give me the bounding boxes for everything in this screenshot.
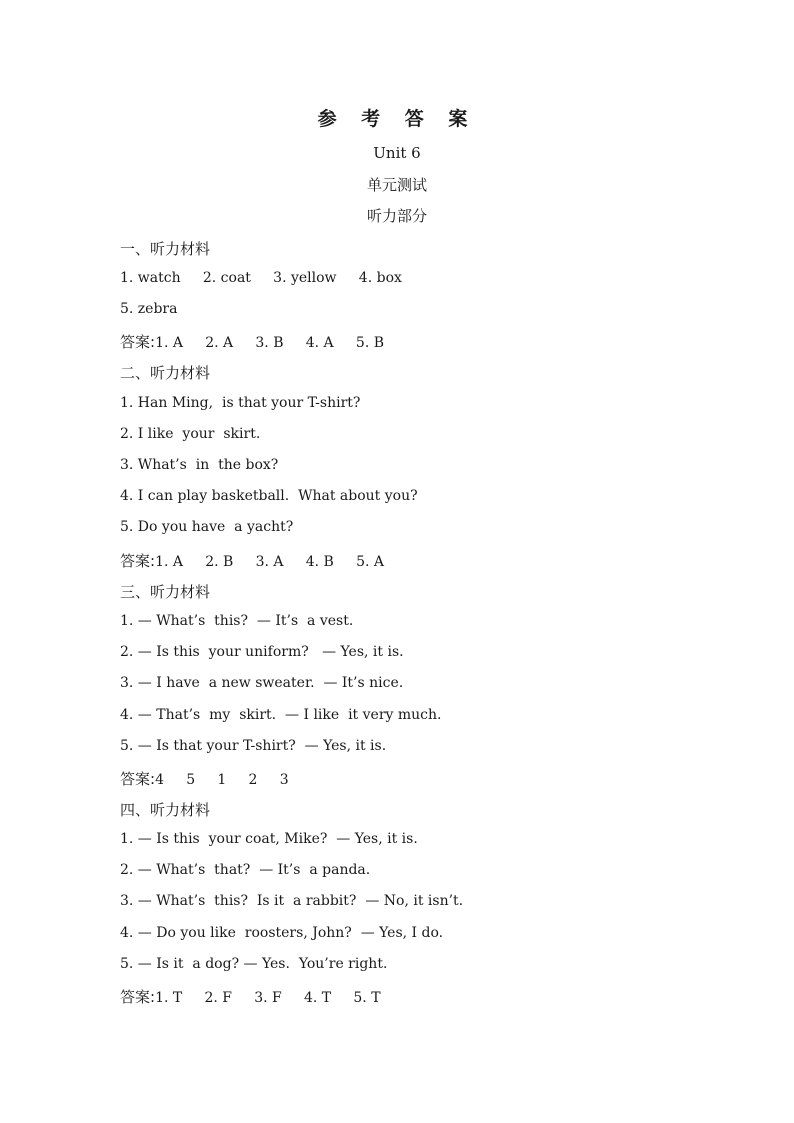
part-name: 听力部分 xyxy=(366,207,427,225)
answer-values: 1. A 2. B 3. A 4. B 5. A xyxy=(155,554,385,570)
page-title: 参 考 答 案 xyxy=(317,108,477,130)
section-3-line-2: 2. — Is this your uniform? — Yes, it is. xyxy=(120,644,404,660)
section-4-line-5: 5. — Is it a dog? — Yes. You’re right. xyxy=(120,956,388,972)
section-3-line-1: 1. — What’s this? — It’s a vest. xyxy=(120,613,354,629)
section-3-answer xyxy=(120,768,289,789)
answer-values: 4 5 1 2 3 xyxy=(155,772,289,788)
section-3-line-5: 5. — Is that your T-shirt? — Yes, it is. xyxy=(120,738,387,754)
section-4-line-2: 2. — What’s that? — It’s a panda. xyxy=(120,862,371,878)
section-1-answer xyxy=(120,331,384,352)
section-2-line-1: 1. Han Ming, is that your T-shirt? xyxy=(120,395,361,411)
section-4-line-4: 4. — Do you like roosters, John? — Yes, I do. xyxy=(120,925,444,941)
section-4-answer xyxy=(120,986,381,1007)
section-2-heading: 二、听力材料 xyxy=(120,364,211,382)
section-1-line-1: 1. watch 2. coat 3. yellow 4. box xyxy=(120,270,402,286)
answer-label: 答案: xyxy=(120,988,156,1006)
section-2-answer xyxy=(120,550,384,571)
section-4-line-1: 1. — Is this your coat, Mike? — Yes, it is. xyxy=(120,831,418,847)
test-name: 单元测试 xyxy=(366,176,427,194)
section-2-line-5: 5. Do you have a yacht? xyxy=(120,519,294,535)
answer-label: 答案: xyxy=(120,770,156,788)
answer-label: 答案: xyxy=(120,552,156,570)
section-4-heading: 四、听力材料 xyxy=(120,801,211,819)
section-2-line-3: 3. What’s in the box? xyxy=(120,457,279,473)
section-2-line-2: 2. I like your skirt. xyxy=(120,426,261,442)
section-4-line-3: 3. — What’s this? Is it a rabbit? — No, it isn’t. xyxy=(120,893,464,909)
answer-values: 1. T 2. F 3. F 4. T 5. T xyxy=(155,990,381,1006)
section-1-heading: 一、听力材料 xyxy=(120,240,211,258)
answer-values: 1. A 2. A 3. B 4. A 5. B xyxy=(155,335,385,351)
section-3-line-4: 4. — That’s my skirt. — I like it very much. xyxy=(120,707,442,723)
section-3-heading: 三、听力材料 xyxy=(120,583,211,601)
section-2-line-4: 4. I can play basketball. What about you? xyxy=(120,488,418,504)
unit-label: Unit 6 xyxy=(373,144,421,162)
section-1-line-2: 5. zebra xyxy=(120,301,178,317)
section-3-line-3: 3. — I have a new sweater. — It’s nice. xyxy=(120,675,404,691)
answer-label: 答案: xyxy=(120,333,156,351)
